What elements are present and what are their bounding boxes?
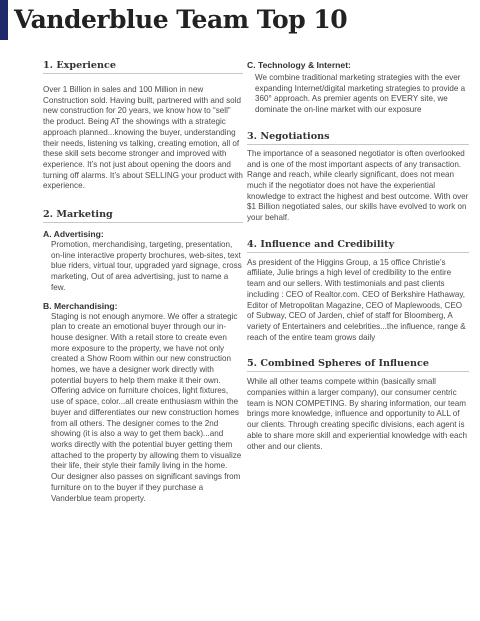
- section-experience: [43, 60, 243, 192]
- section-negotiations: [247, 131, 469, 224]
- influence-body: As president of the Higgins Group, a 15 office Christie’s affiliate, Julie brings a high level of credibility to the entire team and our sellers. With testimonials and past clients including : CEO of Realtor.com. CEO of Berkshire Hathaway, Editor of Metropolitan Magazine, CEO of Maplewoods, CEO of Subway, CEO of Jarden, chief of staff for Bloomberg, A variety of Entertainers and celebrities...the influence, range & reach of the entire team grows daily: [247, 257, 466, 342]
- left-column: [43, 60, 243, 504]
- section-heading-negotiations: 3. Negotiations: [247, 131, 469, 145]
- technology-body: We combine traditional marketing strategies with the ever expanding Internet/digital marketing strategies to provide a 360° approach. As premier agents on EVERY site, we dominate the on-line market with our exposure: [255, 73, 466, 115]
- section-technology: [247, 60, 469, 116]
- title-accent-bar: [0, 0, 8, 40]
- section-heading-marketing: 2. Marketing: [43, 209, 243, 223]
- section-combined: [247, 358, 469, 452]
- merchandising-body: Staging is not enough anymore. We offer a strategic plan to create an emotional buyer through our in-house designer. With a retail store to create even more exposure to the property, we have not only created a Show Room within our new construction homes, we have a designer work directly with potential buyers to help them make it their own. Offering advice on furniture choices, light fixtures, use of space, color...all create enthusiasm within the buyer and differentiates our new construction homes from all others. The designer comes to the 2nd showing (it is also a way to get them back)...and works directly with the potential buyer getting them attached to the property by allowing them to visualize their life, their style their family living in the home. Our designer also passes on significant savings from furniture on to the buyer if they purchase a Vanderblue team property.: [51, 311, 242, 503]
- merchandising-subheading: B. Merchandising:: [43, 300, 118, 311]
- section-heading-influence: 4. Influence and Credibility: [247, 239, 469, 253]
- section-heading-combined: 5. Combined Spheres of Influence: [247, 358, 469, 372]
- combined-body: While all other teams compete within (basically small companies within a larger company), our consumer centric team is NON COMPETING. By sharing information, our team brings more knowledge, influence and opportunity to ALL of our clients. Through creating specific divisions, each agent is able to share more skill and experiential knowledge with each other and our clients.: [247, 377, 468, 451]
- experience-body: Over 1 Billion in sales and 100 Million in new Construction sold. Having built, partnered with and sold new construction for 20 years, we know how to “sell” the product. Being AT the showings with a strategic approach planned...knowing the buyer, understanding their needs, listening vs talking, creating emotion, all of these skill sets become stronger and improved with experience. It’s not just about opening the doors and turning off alarms. It’s about SELLING your product with experience.: [43, 85, 243, 191]
- technology-subheading: C. Technology & Internet:: [247, 60, 351, 70]
- section-marketing: [43, 209, 243, 504]
- section-heading-experience: 1. Experience: [43, 60, 243, 74]
- advertising-body: Promotion, merchandising, targeting, presentation, on-line interactive property brochures, web-sites, text blue riders, virtual tour, upgraded yard signage, cross marketing, Out of area advertising, just to name a few.: [51, 240, 242, 292]
- negotiations-body: The importance of a seasoned negotiator is often overlooked and is one of the most important aspects of any transaction. Range and reach, while clearly significant, does not mean much if the negotiator does not have the experiential knowledge to extract the highest and best outcome. With over $1 Billion negotiated sales, our skills have evolved to work on your behalf.: [247, 148, 469, 223]
- advertising-subheading: A. Advertising:: [43, 229, 104, 240]
- page-title: Vanderblue Team Top 10: [14, 5, 348, 34]
- right-column: [247, 60, 469, 452]
- section-influence: [247, 239, 469, 344]
